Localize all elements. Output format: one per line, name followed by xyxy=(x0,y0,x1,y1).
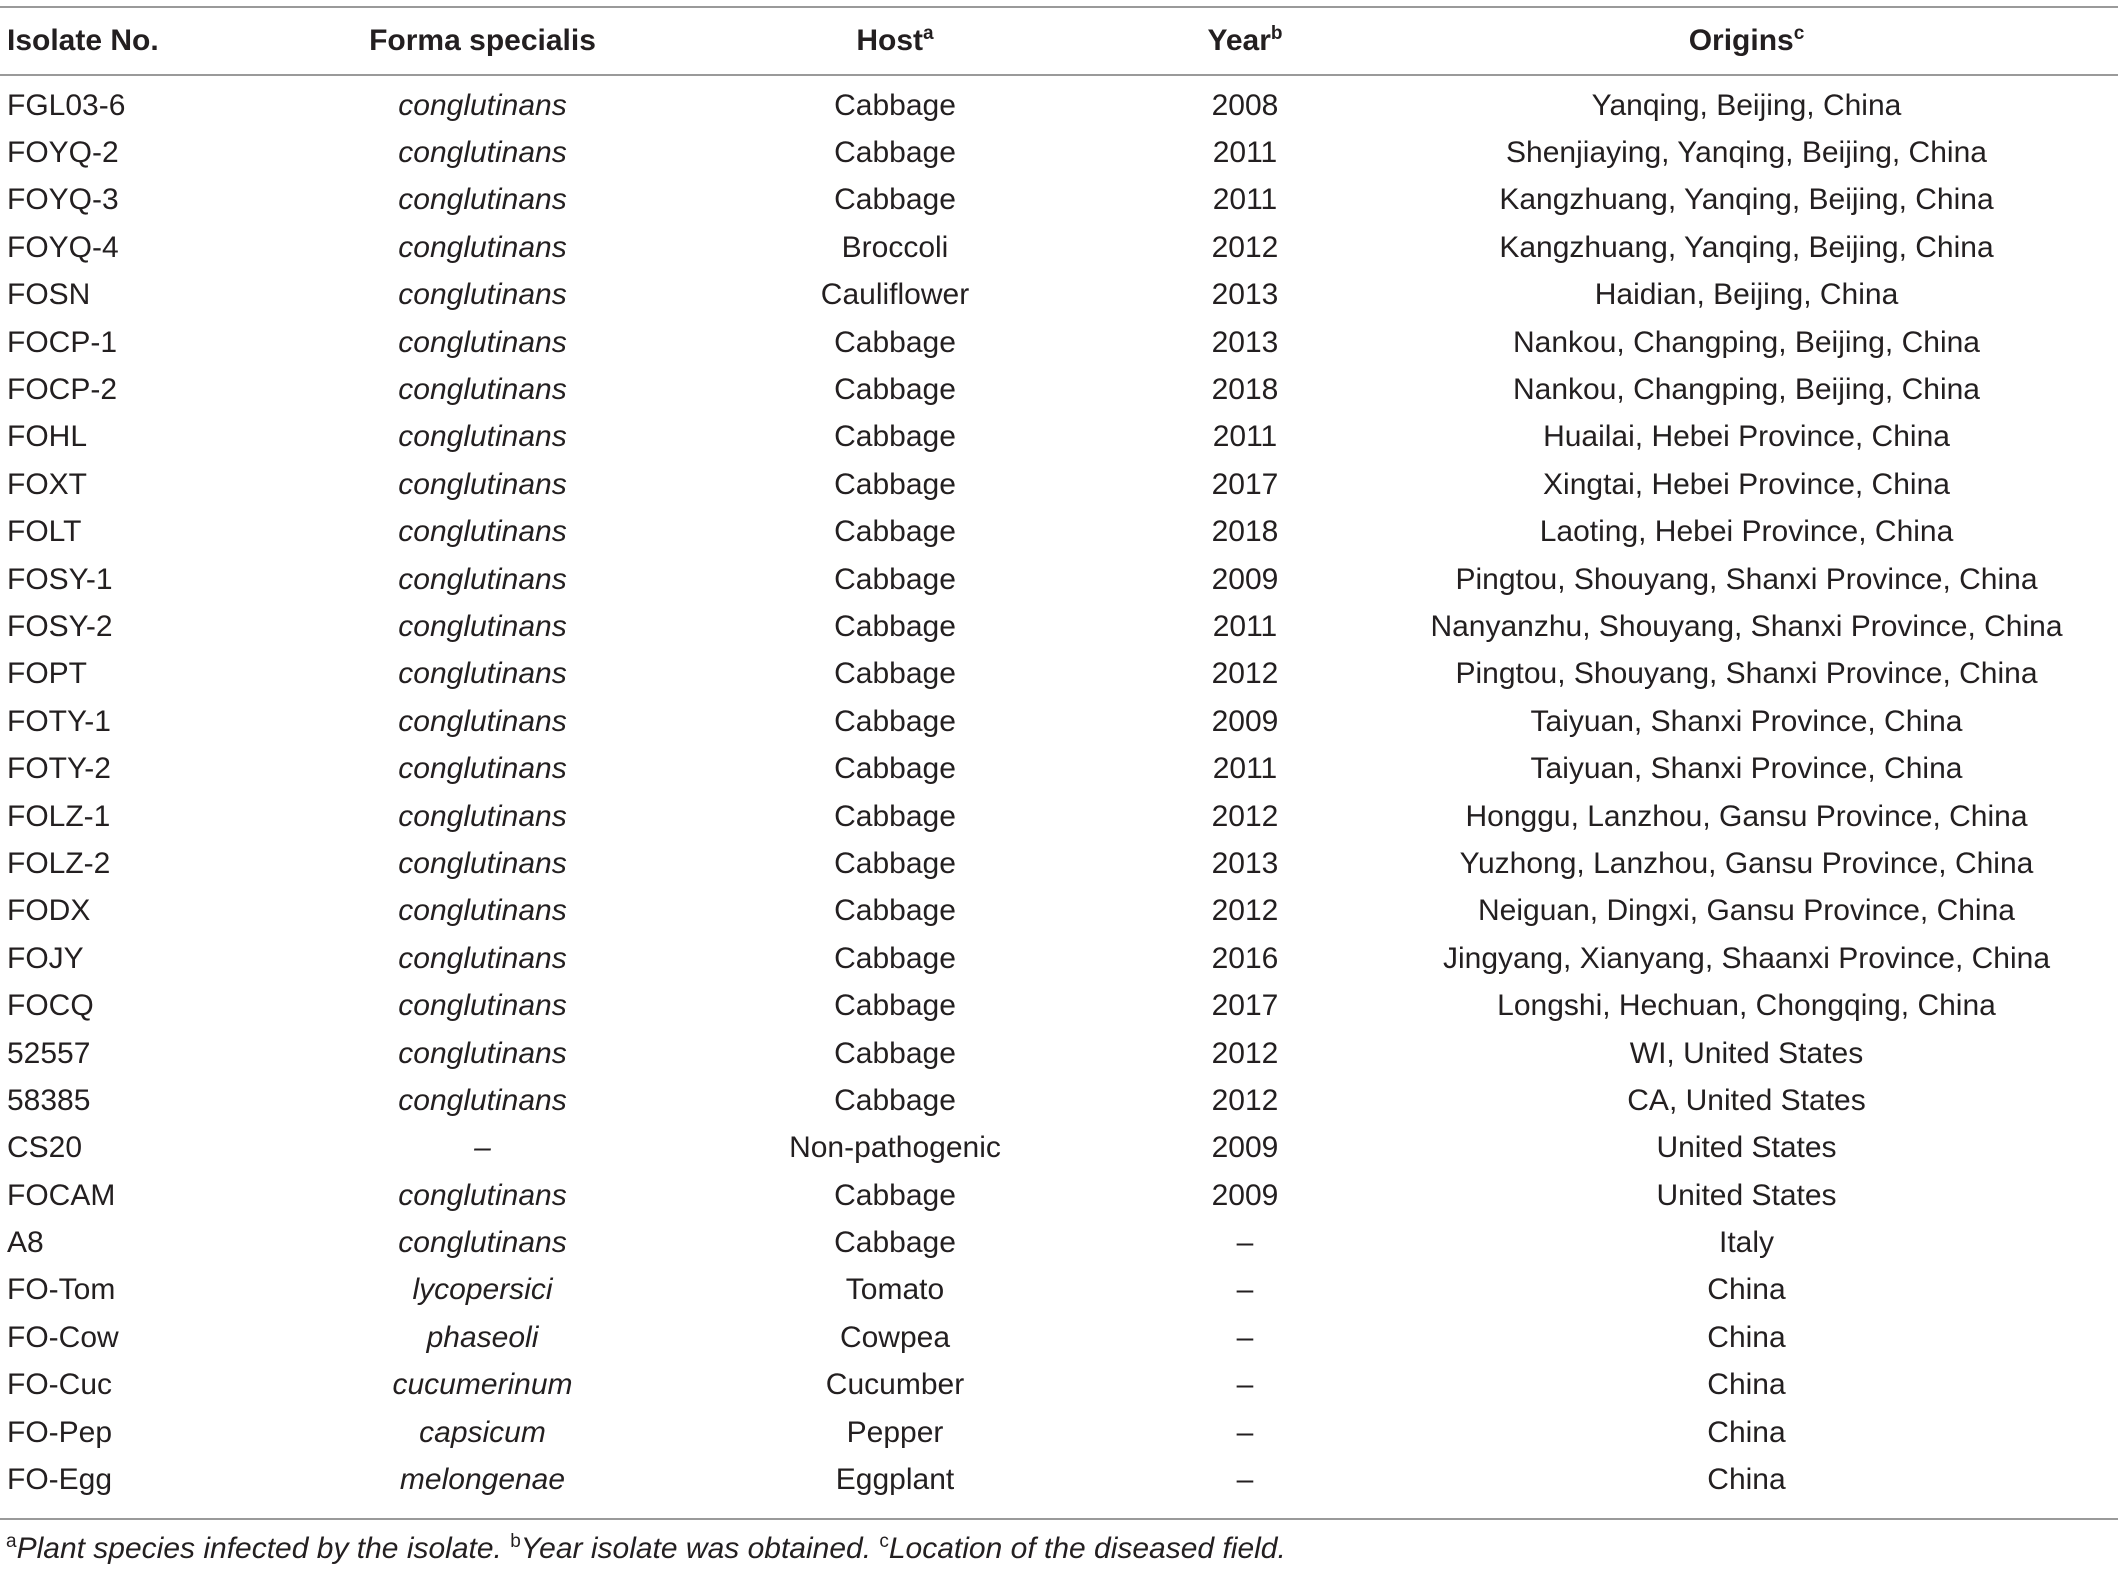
cell-forma-specialis: conglutinans xyxy=(398,657,567,691)
cell-origin: Laoting, Hebei Province, China xyxy=(1539,515,1954,549)
cell-year: – xyxy=(1236,1463,1254,1497)
cell-host: Cabbage xyxy=(834,420,956,454)
cell-year: – xyxy=(1236,1320,1254,1354)
table-row xyxy=(0,1362,2118,1409)
cell-year: 2013 xyxy=(1211,846,1279,880)
table-row xyxy=(0,982,2118,1029)
cell-year: 2012 xyxy=(1211,230,1279,264)
cell-host: Cabbage xyxy=(834,136,956,170)
cell-year: 2011 xyxy=(1212,136,1278,170)
cell-forma-specialis: conglutinans xyxy=(398,325,567,359)
cell-isolate-no: FO-Tom xyxy=(7,1273,116,1307)
cell-isolate-no: FOPT xyxy=(7,657,87,691)
cell-forma-specialis: conglutinans xyxy=(398,88,567,122)
cell-isolate-no: FODX xyxy=(7,894,91,928)
cell-isolate-no: FOYQ-2 xyxy=(7,136,119,170)
cell-forma-specialis: conglutinans xyxy=(398,1178,567,1212)
cell-host: Cabbage xyxy=(834,609,956,643)
cell-host: Cabbage xyxy=(834,88,956,122)
cell-year: 2009 xyxy=(1211,1131,1279,1165)
cell-host: Cabbage xyxy=(834,373,956,407)
cell-host: Cabbage xyxy=(834,183,956,217)
cell-year: 2009 xyxy=(1211,1178,1279,1212)
table-row xyxy=(0,1125,2118,1172)
cell-forma-specialis: conglutinans xyxy=(398,846,567,880)
header-host: Host$^a$ xyxy=(856,23,934,57)
cell-isolate-no: A8 xyxy=(7,1226,44,1260)
cell-year: 2018 xyxy=(1211,373,1279,407)
footnote-text: Plant species infected by the isolate. xyxy=(16,1532,502,1565)
table-row xyxy=(0,272,2118,319)
cell-host: Tomato xyxy=(845,1273,945,1307)
table-row xyxy=(0,603,2118,650)
cell-forma-specialis: conglutinans xyxy=(398,420,567,454)
cell-origin: China xyxy=(1707,1463,1786,1497)
cell-year: – xyxy=(1236,1415,1254,1449)
cell-year: 2012 xyxy=(1211,657,1279,691)
cell-origin: Xingtai, Hebei Province, China xyxy=(1543,467,1950,501)
cell-forma-specialis: conglutinans xyxy=(398,941,567,975)
footnote-marker-c: c xyxy=(1793,23,1805,44)
cell-forma-specialis: conglutinans xyxy=(398,752,567,786)
cell-origin: China xyxy=(1707,1320,1786,1354)
cell-origin: Jingyang, Xianyang, Shaanxi Province, China xyxy=(1442,941,2051,975)
cell-forma-specialis: cucumerinum xyxy=(392,1368,573,1402)
footnote-marker-b: b xyxy=(1270,23,1283,44)
cell-year: – xyxy=(1236,1368,1254,1402)
table-row xyxy=(0,888,2118,935)
cell-origin: China xyxy=(1707,1273,1786,1307)
cell-isolate-no: FO-Cow xyxy=(7,1320,119,1354)
cell-host: Cabbage xyxy=(834,1036,956,1070)
cell-forma-specialis: – xyxy=(474,1131,491,1165)
cell-isolate-no: FOYQ-4 xyxy=(7,230,119,264)
header-forma-specialis: Forma specialis xyxy=(369,24,596,57)
cell-forma-specialis: conglutinans xyxy=(398,467,567,501)
header-row xyxy=(0,8,2118,74)
cell-isolate-no: FOSY-2 xyxy=(7,609,113,643)
table-row xyxy=(0,366,2118,413)
cell-year: 2013 xyxy=(1211,278,1279,312)
cell-forma-specialis: conglutinans xyxy=(398,515,567,549)
table-row xyxy=(0,1456,2118,1503)
cell-origin: Neiguan, Dingxi, Gansu Province, China xyxy=(1478,894,2015,928)
cell-host: Cabbage xyxy=(834,752,956,786)
cell-host: Cabbage xyxy=(834,704,956,738)
cell-forma-specialis: conglutinans xyxy=(398,1083,567,1117)
table-row xyxy=(0,1219,2118,1266)
cell-host: Cabbage xyxy=(834,325,956,359)
cell-host: Cabbage xyxy=(834,941,956,975)
cell-host: Cabbage xyxy=(834,467,956,501)
bottom-rule xyxy=(0,1518,2118,1520)
cell-isolate-no: CS20 xyxy=(7,1131,83,1165)
cell-year: 2012 xyxy=(1211,1036,1279,1070)
cell-host: Cabbage xyxy=(834,657,956,691)
header-isolate-no: Isolate No. xyxy=(7,24,159,57)
cell-origin: Pingtou, Shouyang, Shanxi Province, China xyxy=(1455,657,2038,691)
cell-host: Cauliflower xyxy=(820,278,970,312)
cell-isolate-no: FOCP-1 xyxy=(7,325,118,359)
cell-isolate-no: FOTY-2 xyxy=(7,752,111,786)
cell-host: Cowpea xyxy=(839,1320,951,1354)
cell-year: 2008 xyxy=(1211,88,1279,122)
cell-isolate-no: FOTY-1 xyxy=(7,704,111,738)
table-row xyxy=(0,556,2118,603)
cell-year: – xyxy=(1236,1273,1254,1307)
cell-isolate-no: FOCAM xyxy=(7,1178,116,1212)
cell-forma-specialis: conglutinans xyxy=(398,609,567,643)
cell-origin: Yuzhong, Lanzhou, Gansu Province, China xyxy=(1459,846,2034,880)
cell-origin: China xyxy=(1707,1368,1786,1402)
cell-isolate-no: FOSN xyxy=(7,278,91,312)
cell-isolate-no: FOJY xyxy=(7,941,84,975)
cell-origin: Taiyuan, Shanxi Province, China xyxy=(1530,704,1963,738)
table-row xyxy=(0,319,2118,366)
cell-host: Broccoli xyxy=(841,230,949,264)
table-row xyxy=(0,840,2118,887)
cell-year: 2012 xyxy=(1211,1083,1279,1117)
table-header xyxy=(0,8,2118,74)
cell-isolate-no: FOCP-2 xyxy=(7,373,118,407)
table-row xyxy=(0,935,2118,982)
table-row xyxy=(0,793,2118,840)
cell-year: 2011 xyxy=(1212,183,1278,217)
cell-year: 2011 xyxy=(1212,609,1278,643)
table-row xyxy=(0,1030,2118,1077)
table-row xyxy=(0,509,2118,556)
cell-forma-specialis: phaseoli xyxy=(426,1320,539,1354)
cell-origin: CA, United States xyxy=(1627,1083,1866,1117)
cell-year: 2016 xyxy=(1211,941,1279,975)
cell-isolate-no: FOLT xyxy=(7,515,82,549)
cell-isolate-no: FOCQ xyxy=(7,989,94,1023)
cell-isolate-no: FO-Cuc xyxy=(7,1368,112,1402)
isolates-table xyxy=(0,8,2118,1504)
table-row xyxy=(0,1267,2118,1314)
cell-forma-specialis: conglutinans xyxy=(398,278,567,312)
cell-host: Cabbage xyxy=(834,989,956,1023)
table-row xyxy=(0,129,2118,176)
cell-year: 2017 xyxy=(1211,467,1279,501)
table-row xyxy=(0,698,2118,745)
cell-forma-specialis: conglutinans xyxy=(398,562,567,596)
table-row xyxy=(0,651,2118,698)
footnote-text: Location of the diseased field. xyxy=(888,1532,1286,1565)
cell-year: 2018 xyxy=(1211,515,1279,549)
cell-isolate-no: FOXT xyxy=(7,467,87,501)
cell-forma-specialis: melongenae xyxy=(399,1463,566,1497)
cell-isolate-no: FOLZ-2 xyxy=(7,846,111,880)
cell-isolate-no: FGL03-6 xyxy=(7,88,126,122)
table-row xyxy=(0,1077,2118,1124)
cell-forma-specialis: conglutinans xyxy=(398,894,567,928)
cell-origin: Kangzhuang, Yanqing, Beijing, China xyxy=(1499,230,1994,264)
footnote-mark: a xyxy=(6,1531,17,1552)
cell-origin: Haidian, Beijing, China xyxy=(1594,278,1899,312)
footnote-marker-a: a xyxy=(923,23,934,44)
cell-host: Cabbage xyxy=(834,846,956,880)
cell-year: 2011 xyxy=(1212,420,1278,454)
cell-year: 2017 xyxy=(1211,989,1279,1023)
cell-year: 2009 xyxy=(1211,704,1279,738)
table-row xyxy=(0,745,2118,792)
table-row xyxy=(0,461,2118,508)
cell-forma-specialis: conglutinans xyxy=(398,136,567,170)
cell-year: 2012 xyxy=(1211,894,1279,928)
cell-host: Cabbage xyxy=(834,799,956,833)
cell-host: Cabbage xyxy=(834,515,956,549)
cell-host: Non-pathogenic xyxy=(789,1131,1001,1165)
cell-forma-specialis: conglutinans xyxy=(398,373,567,407)
cell-host: Eggplant xyxy=(835,1463,955,1497)
cell-origin: Taiyuan, Shanxi Province, China xyxy=(1530,752,1963,786)
table-row xyxy=(0,1409,2118,1456)
header-origins: Origins$^c$ xyxy=(1688,23,1805,57)
cell-year: 2009 xyxy=(1211,562,1279,596)
cell-isolate-no: FOYQ-3 xyxy=(7,183,119,217)
cell-isolate-no: 58385 xyxy=(7,1083,91,1117)
cell-origin: WI, United States xyxy=(1629,1036,1864,1070)
cell-year: 2011 xyxy=(1212,752,1278,786)
cell-year: 2013 xyxy=(1211,325,1279,359)
cell-isolate-no: FOHL xyxy=(7,420,88,454)
cell-forma-specialis: conglutinans xyxy=(398,989,567,1023)
table-row xyxy=(0,1172,2118,1219)
table-footnotes xyxy=(6,1532,1286,1566)
cell-forma-specialis: capsicum xyxy=(419,1415,546,1449)
cell-origin: Nankou, Changping, Beijing, China xyxy=(1513,325,1980,359)
cell-host: Pepper xyxy=(846,1415,944,1449)
footnote-mark: c xyxy=(879,1531,889,1552)
cell-forma-specialis: conglutinans xyxy=(398,1036,567,1070)
cell-host: Cabbage xyxy=(834,1226,956,1260)
cell-host: Cabbage xyxy=(834,1083,956,1117)
cell-origin: Nanyanzhu, Shouyang, Shanxi Province, China xyxy=(1430,609,2063,643)
cell-origin: Pingtou, Shouyang, Shanxi Province, China xyxy=(1455,562,2038,596)
cell-forma-specialis: conglutinans xyxy=(398,183,567,217)
table-row xyxy=(0,224,2118,271)
cell-isolate-no: FO-Pep xyxy=(7,1415,113,1449)
cell-isolate-no: FOSY-1 xyxy=(7,562,113,596)
cell-origin: Italy xyxy=(1718,1226,1775,1260)
table-row xyxy=(0,414,2118,461)
cell-origin: Honggu, Lanzhou, Gansu Province, China xyxy=(1465,799,2028,833)
cell-origin: Nankou, Changping, Beijing, China xyxy=(1513,373,1980,407)
cell-origin: United States xyxy=(1656,1178,1837,1212)
cell-host: Cucumber xyxy=(825,1368,965,1402)
table-row xyxy=(0,177,2118,224)
cell-year: 2012 xyxy=(1211,799,1279,833)
cell-isolate-no: 52557 xyxy=(7,1036,91,1070)
table-body xyxy=(0,74,2118,1504)
cell-forma-specialis: conglutinans xyxy=(398,1226,567,1260)
cell-origin: Kangzhuang, Yanqing, Beijing, China xyxy=(1499,183,1994,217)
cell-isolate-no: FOLZ-1 xyxy=(7,799,111,833)
cell-origin: Shenjiaying, Yanqing, Beijing, China xyxy=(1506,136,1987,170)
cell-origin: Yanqing, Beijing, China xyxy=(1591,88,1902,122)
footnote-mark: b xyxy=(510,1531,521,1552)
cell-year: – xyxy=(1236,1226,1254,1260)
cell-origin: United States xyxy=(1656,1131,1837,1165)
cell-host: Cabbage xyxy=(834,894,956,928)
cell-forma-specialis: lycopersici xyxy=(412,1273,553,1307)
cell-host: Cabbage xyxy=(834,562,956,596)
cell-origin: Huailai, Hebei Province, China xyxy=(1543,420,1950,454)
cell-host: Cabbage xyxy=(834,1178,956,1212)
cell-forma-specialis: conglutinans xyxy=(398,799,567,833)
cell-forma-specialis: conglutinans xyxy=(398,704,567,738)
cell-origin: China xyxy=(1707,1415,1786,1449)
cell-forma-specialis: conglutinans xyxy=(398,230,567,264)
table-row xyxy=(0,1314,2118,1361)
table-row xyxy=(0,74,2118,129)
cell-origin: Longshi, Hechuan, Chongqing, China xyxy=(1497,989,1996,1023)
header-year: Year$^b$ xyxy=(1207,23,1283,57)
footnote-text: Year isolate was obtained. xyxy=(520,1532,872,1565)
cell-isolate-no: FO-Egg xyxy=(7,1463,113,1497)
